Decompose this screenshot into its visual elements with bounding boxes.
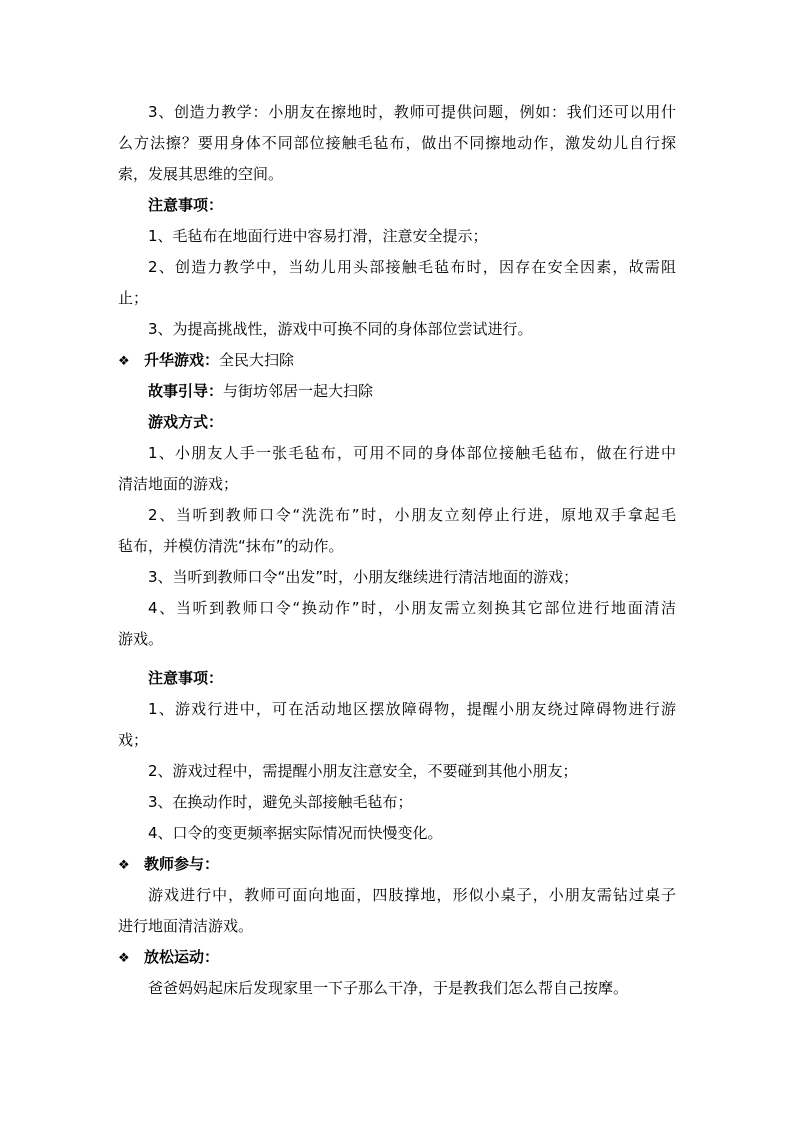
note-line: 4、口令的变更频率据实际情况而快慢变化。 [148,824,443,842]
story-guide-label: 故事引导： [148,382,224,400]
paragraph-line: 么方法擦？要用身体不同部位接触毛毡布，做出不同擦地动作，激发幼儿自行探 [118,134,676,152]
method-line: 4、当听到教师口令“换动作”时，小朋友需立刻换其它部位进行地面清洁 [148,599,676,617]
teacher-participation-paragraph [118,880,676,942]
document-body [118,97,676,1004]
paragraph-line: 3、创造力教学：小朋友在擦地时，教师可提供问题，例如：我们还可以用什 [148,103,676,121]
note-line: 3、为提高挑战性，游戏中可换不同的身体部位尝试进行。 [148,320,533,338]
method-line: 1、小朋友人手一张毛毡布，可用不同的身体部位接触毛毡布，做在行进中 [148,444,676,462]
note-line: 止； [118,289,149,307]
creativity-teaching-paragraph [118,97,676,190]
method-line: 3、当听到教师口令“出发”时，小朋友继续进行清洁地面的游戏； [148,568,579,586]
section-heading-text: 全民大扫除 [219,351,295,369]
notes-heading: 注意事项： [148,669,224,687]
diamond-bullet-icon: ❖ [118,858,130,873]
section-heading-relaxation [118,942,676,973]
notes-list [118,221,676,345]
note-line: 2、游戏过程中，需提醒小朋友注意安全，不要碰到其他小朋友； [148,762,578,780]
paragraph-line: 游戏进行中，教师可面向地面，四肢撑地，形似小桌子，小朋友需钻过桌子 [148,886,676,904]
game-method-heading: 游戏方式： [148,413,224,431]
notes-heading: 注意事项： [148,196,224,214]
section-heading-advanced-game [118,345,676,376]
paragraph-line: 爸爸妈妈起床后发现家里一下子那么干净，于是教我们怎么帮自己按摩。 [148,979,629,997]
section-heading-teacher-participation [118,849,676,880]
method-line: 清洁地面的游戏； [118,475,239,493]
note-line: 3、在换动作时，避免头部接触毛毡布； [148,793,413,811]
note-line: 戏； [118,731,149,749]
diamond-bullet-icon: ❖ [118,354,130,369]
method-line: 2、当听到教师口令“洗洗布”时，小朋友立刻停止行进，原地双手拿起毛 [148,506,676,524]
notes-list [118,694,676,849]
note-line: 1、毛毡布在地面行进中容易打滑，注意安全提示； [148,227,488,245]
game-method-list [118,438,676,655]
story-guide-text: 与街坊邻居一起大扫除 [223,382,374,400]
section-heading-bold: 升华游戏： [144,351,220,369]
story-guide [118,376,676,407]
diamond-bullet-icon: ❖ [118,951,130,966]
paragraph-line: 进行地面清洁游戏。 [118,917,254,935]
relaxation-paragraph [118,973,676,1004]
section-heading-bold: 教师参与： [144,855,220,873]
method-line: 游戏。 [118,630,164,648]
note-line: 2、创造力教学中，当幼儿用头部接触毛毡布时，因存在安全因素，故需阻 [148,258,676,276]
paragraph-line: 索，发展其思维的空间。 [118,165,284,183]
method-line: 毡布，并模仿清洗“抹布”的动作。 [118,537,344,555]
note-line: 1、游戏行进中，可在活动地区摆放障碍物，提醒小朋友绕过障碍物进行游 [148,700,676,718]
section-heading-bold: 放松运动： [144,948,220,966]
